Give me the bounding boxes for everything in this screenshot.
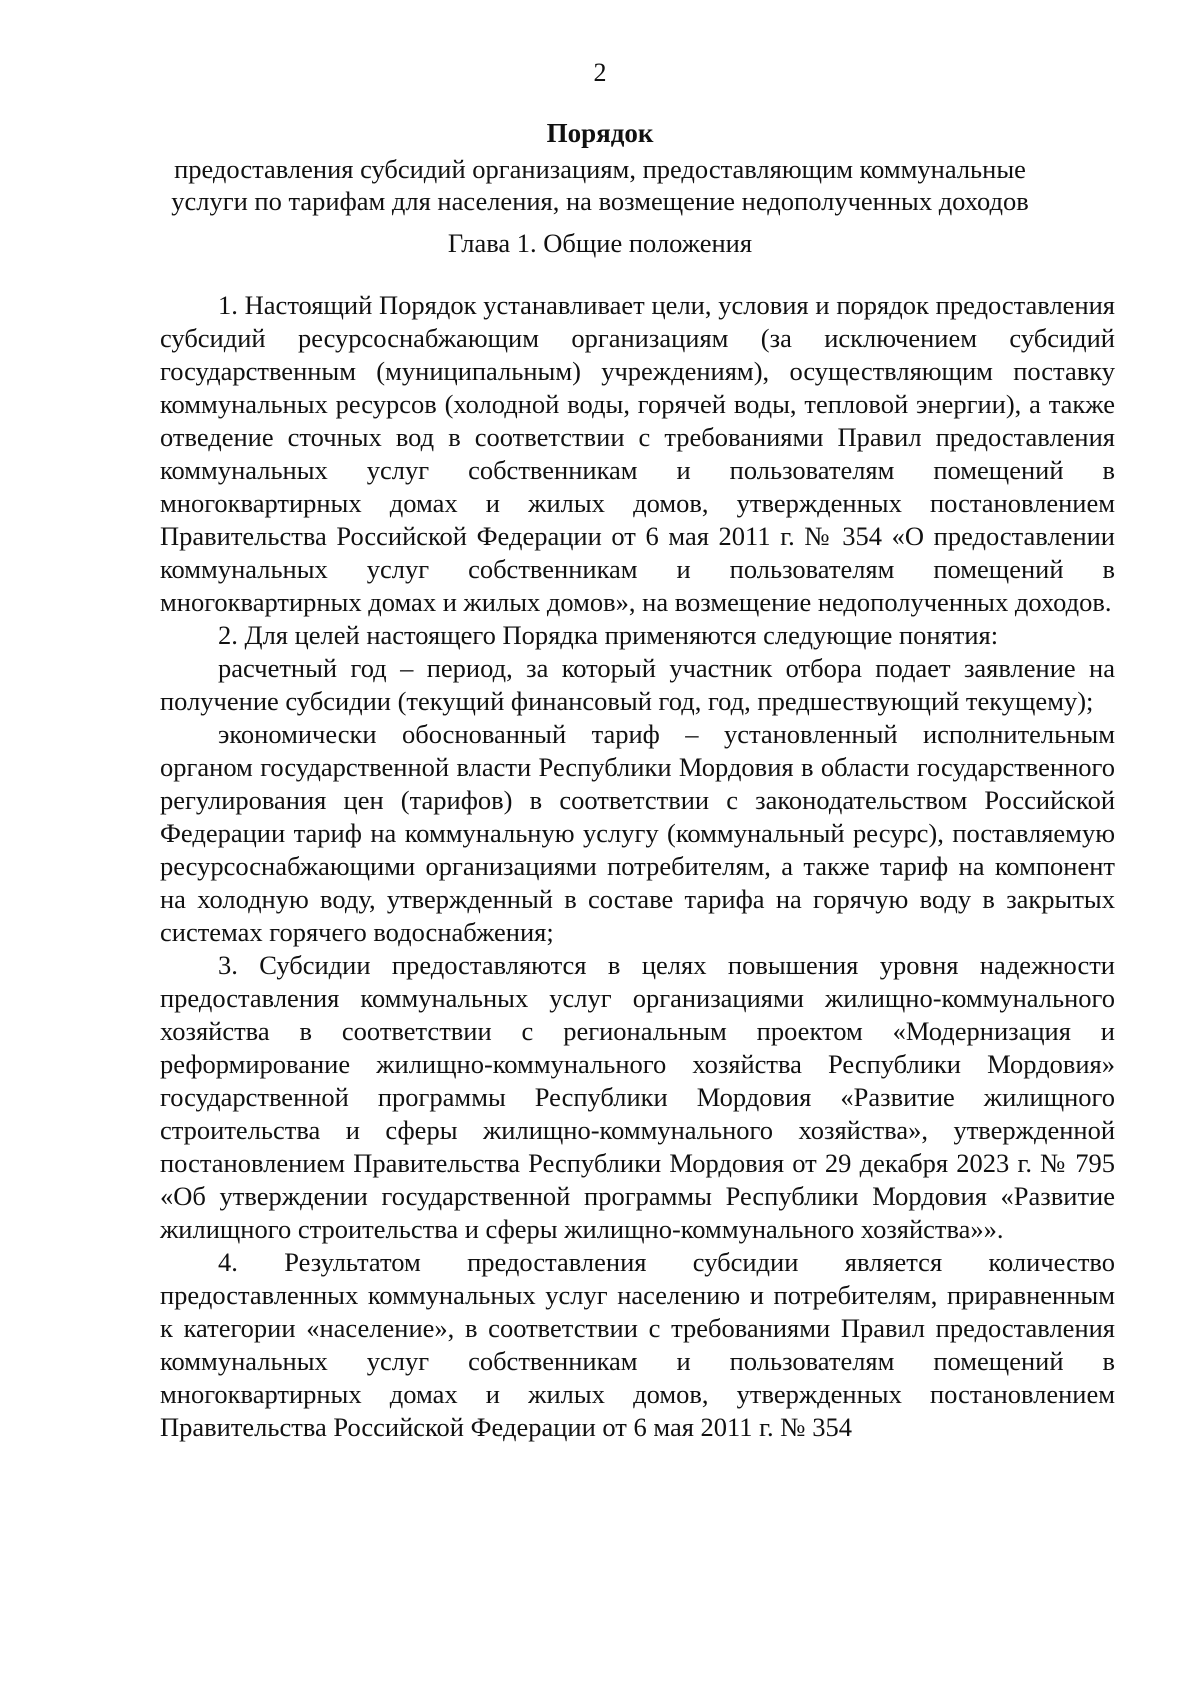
document-title: Порядок xyxy=(546,118,654,148)
page-number: 2 xyxy=(593,58,607,87)
paragraph-definition-calculation-year: расчетный год – период, за который участник отбора подает заявление на получение субсидии (текущий финансовый год, год, предшествующий текущему); xyxy=(160,653,1115,716)
paragraph-4: 4. Результатом предоставления субсидии является количество предоставленных коммунальных услуг населению и потребителям, приравненным к категории «население», в соответствии с требованиями Правил предоставления коммунальных услуг собственникам и пользователям помещений в многоквартирных домах и жилых домов, утвержденных постановлением Правительства Российской Федерации от 6 мая 2011 г. № 354 xyxy=(160,1247,1115,1442)
chapter-heading: Глава 1. Общие положения xyxy=(447,228,753,258)
paragraph-1: 1. Настоящий Порядок устанавливает цели, условия и порядок предоставления субсидий ресурсоснабжающим организациям (за исключением субсидий государственным (муниципальным) учреждениям), осуществляющим поставку коммунальных ресурсов (холодной воды, горячей воды, тепловой энергии), а также отведение сточных вод в соответствии с требованиями Правил предоставления коммунальных услуг собственникам и пользователям помещений в многоквартирных домах и жилых домов, утвержденных постановлением Правительства Российской Федерации от 6 мая 2011 г. № 354 «О предоставлении коммунальных услуг собственникам и пользователям помещений в многоквартирных домах и жилых домов», на возмещение недополученных доходов. xyxy=(160,290,1115,617)
document-subtitle: предоставления субсидий организациям, предоставляющим коммунальные услуги по тарифам для населения, на возмещение недополученных доходов xyxy=(171,154,1029,216)
paragraph-definition-tariff: экономически обоснованный тариф – установленный исполнительным органом государственной власти Республики Мордовия в области государственного регулирования цен (тарифов) в соответствии с законодательством Российской Федерации тариф на коммунальную услугу (коммунальный ресурс), поставляемую ресурсоснабжающими организациями потребителям, а также тариф на компонент на холодную воду, утвержденный в составе тарифа на горячую воду в закрытых системах горячего водоснабжения; xyxy=(160,719,1115,947)
paragraph-3: 3. Субсидии предоставляются в целях повышения уровня надежности предоставления коммунальных услуг организациями жилищно-коммунального хозяйства в соответствии с региональным проектом «Модернизация и реформирование жилищно-коммунального хозяйства Республики Мордовия» государственной программы Республики Мордовия «Развитие жилищного строительства и сферы жилищно-коммунального хозяйства», утвержденной постановлением Правительства Республики Мордовия от 29 декабря 2023 г. № 795 «Об утверждении государственной программы Республики Мордовия «Развитие жилищного строительства и сферы жилищно-коммунального хозяйства»». xyxy=(160,950,1115,1244)
paragraph-2: 2. Для целей настоящего Порядка применяются следующие понятия: xyxy=(218,620,999,650)
document-body xyxy=(160,289,1115,1444)
